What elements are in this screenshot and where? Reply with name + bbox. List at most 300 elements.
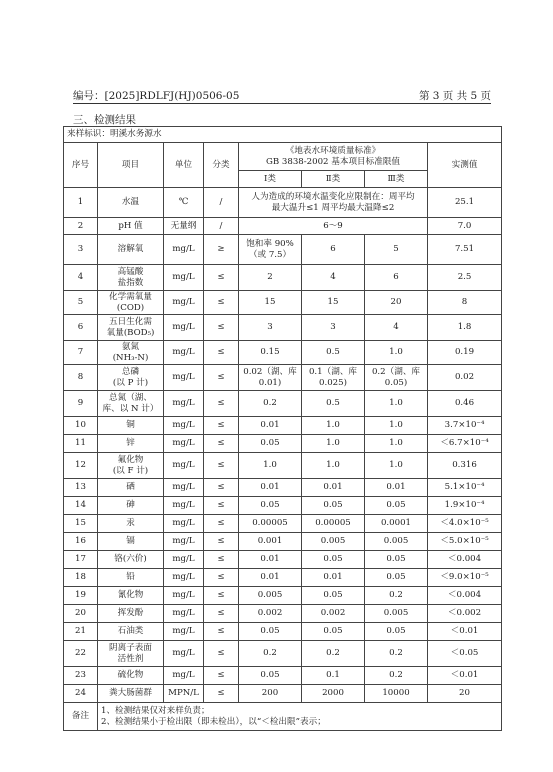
row-unit-text: mg/L	[172, 648, 195, 658]
row-limit-class3-text: 1.0	[389, 347, 403, 357]
row-item	[98, 623, 164, 641]
row-item-text: 粪大肠菌群	[109, 688, 152, 698]
row-limit-class1	[239, 569, 302, 587]
row-standard-limit-text: 最大温升≤1 周平均最大温降≤2	[271, 202, 395, 213]
row-seq-text: 24	[75, 688, 86, 698]
row-limit-class3-text: 0.0001	[380, 518, 412, 528]
row-limit-class2-text: 0.01	[323, 572, 343, 582]
row-item-text: 库、以 N 计）	[102, 403, 159, 414]
row-limit-class1	[239, 515, 302, 533]
row-result	[428, 315, 502, 341]
row-unit-text: mg/L	[172, 482, 195, 492]
row-item-text: 氰化物	[117, 590, 144, 600]
notes-content	[98, 703, 502, 731]
row-class	[204, 685, 239, 703]
row-seq	[64, 685, 98, 703]
row-limit-class1-text: 0.01	[260, 482, 280, 492]
col-result: 实测值	[428, 143, 502, 188]
col-class3: Ⅲ类	[365, 171, 428, 188]
row-result	[428, 641, 502, 667]
row-result	[428, 235, 502, 265]
row-result	[428, 587, 502, 605]
row-limit-class2-text: 1.0	[326, 420, 340, 430]
row-result-text: 0.02	[454, 372, 475, 382]
row-limit-class2	[302, 365, 365, 391]
row-class-text: ≤	[217, 272, 225, 282]
row-limit-class2-text: 0.1	[326, 670, 340, 680]
row-limit-class2-text: 4	[330, 272, 336, 282]
row-limit-class1	[239, 667, 302, 685]
row-limit-class3-text: 0.005	[383, 536, 409, 546]
row-unit-text: ℃	[178, 197, 189, 207]
row-limit-class1	[239, 479, 302, 497]
row-result-text: 7.51	[454, 244, 475, 254]
row-limit-class2	[302, 341, 365, 365]
row-limit-class2	[302, 623, 365, 641]
row-item	[98, 265, 164, 291]
row-limit-class3	[365, 315, 428, 341]
row-class	[204, 623, 239, 641]
row-seq-text: 4	[77, 272, 84, 282]
table-row	[64, 435, 502, 453]
table-row	[64, 605, 502, 623]
row-result	[428, 569, 502, 587]
row-seq	[64, 291, 98, 315]
row-seq-text: 23	[75, 670, 86, 680]
row-limit-class2	[302, 605, 365, 623]
row-class-text: ≤	[217, 670, 225, 680]
row-result-text: 5.1×10⁻⁴	[444, 482, 485, 492]
row-result-text: ＜0.004	[447, 554, 482, 564]
row-seq	[64, 235, 98, 265]
table-row	[64, 623, 502, 641]
row-limit-class1	[239, 641, 302, 667]
row-unit-text: mg/L	[172, 590, 195, 600]
table-row	[64, 417, 502, 435]
row-seq	[64, 667, 98, 685]
row-limit-class3	[365, 291, 428, 315]
row-result	[428, 497, 502, 515]
row-class	[204, 218, 239, 235]
row-limit-class3	[365, 265, 428, 291]
row-item-text: 镉	[126, 536, 135, 546]
row-seq	[64, 533, 98, 551]
row-item-text: 铅	[126, 572, 135, 582]
row-item	[98, 515, 164, 533]
row-seq	[64, 417, 98, 435]
notes-label: 备注	[64, 703, 98, 731]
row-item	[98, 315, 164, 341]
row-unit-text: mg/L	[172, 297, 195, 307]
row-limit-class2-text: 0.05	[323, 500, 343, 510]
row-seq	[64, 341, 98, 365]
row-seq-text: 11	[75, 438, 86, 448]
row-unit	[164, 569, 204, 587]
row-limit-class2-text: 15	[327, 297, 339, 307]
row-class	[204, 417, 239, 435]
row-item-text: 砷	[126, 500, 135, 510]
row-unit-text: 无量纲	[170, 220, 197, 231]
row-item-text: 总氮（湖、	[109, 392, 152, 403]
row-result-text: 20	[459, 688, 470, 698]
row-seq	[64, 391, 98, 417]
row-class-text: ≤	[217, 626, 225, 636]
row-limit-class3-text: 0.05	[386, 572, 406, 582]
row-class-text: ≤	[217, 438, 225, 448]
row-limit-class3	[365, 533, 428, 551]
row-class	[204, 188, 239, 218]
row-limit-class3	[365, 551, 428, 569]
row-class-text: ≤	[217, 554, 225, 564]
row-unit-text: mg/L	[172, 536, 195, 546]
row-result	[428, 551, 502, 569]
standard-title: 《地表水环境质量标准》	[285, 145, 381, 156]
table-row	[64, 188, 502, 218]
row-limit-class1-text: 2	[267, 272, 273, 282]
row-limit-class3	[365, 667, 428, 685]
row-item-text: 硫化物	[117, 670, 144, 680]
row-seq	[64, 479, 98, 497]
row-unit-text: mg/L	[172, 626, 195, 636]
header-row	[64, 143, 502, 171]
row-item	[98, 417, 164, 435]
row-limit-class1	[239, 235, 302, 265]
row-seq-text: 3	[77, 244, 84, 254]
row-result	[428, 291, 502, 315]
row-class	[204, 533, 239, 551]
row-result	[428, 265, 502, 291]
row-class	[204, 291, 239, 315]
row-class	[204, 453, 239, 479]
row-limit-class1-text: 0.01	[260, 420, 280, 430]
row-seq	[64, 188, 98, 218]
row-limit-class3	[365, 497, 428, 515]
row-seq-text: 5	[77, 297, 84, 307]
row-result	[428, 605, 502, 623]
row-limit-class2-text: 0.005	[320, 536, 346, 546]
table-row	[64, 218, 502, 235]
row-result-text: ＜0.05	[450, 648, 479, 658]
row-class-text: /	[219, 220, 223, 231]
row-limit-class2	[302, 641, 365, 667]
row-limit-class2	[302, 391, 365, 417]
row-limit-class1	[239, 315, 302, 341]
row-seq	[64, 365, 98, 391]
row-unit	[164, 417, 204, 435]
row-limit-class1-text: 0.002	[257, 608, 283, 618]
sample-row	[64, 127, 502, 143]
row-limit-class3	[365, 453, 428, 479]
row-class	[204, 365, 239, 391]
table-row	[64, 365, 502, 391]
row-limit-class1	[239, 533, 302, 551]
row-limit-class1	[239, 435, 302, 453]
results-table	[63, 126, 502, 731]
col-class1: Ⅰ类	[239, 171, 302, 188]
row-limit-class1	[239, 365, 302, 391]
row-result-text: 25.1	[454, 197, 475, 207]
row-seq-text: 21	[75, 626, 86, 636]
row-item-text: 五日生化需	[109, 316, 152, 327]
row-seq-text: 17	[75, 554, 86, 564]
row-unit-text: mg/L	[172, 500, 195, 510]
row-item	[98, 291, 164, 315]
row-limit-class3-text: 4	[393, 322, 399, 332]
row-seq	[64, 515, 98, 533]
row-class-text: ≤	[217, 500, 225, 510]
row-result	[428, 453, 502, 479]
row-item-text: 铜	[126, 420, 135, 430]
row-unit	[164, 453, 204, 479]
row-item-text: (以 F 计)	[112, 465, 149, 476]
row-limit-class1	[239, 453, 302, 479]
row-limit-class2-text: 3	[330, 322, 336, 332]
row-result	[428, 391, 502, 417]
row-unit-text: mg/L	[172, 554, 195, 564]
row-unit	[164, 479, 204, 497]
row-seq	[64, 265, 98, 291]
row-limit-class2	[302, 235, 365, 265]
row-unit-text: mg/L	[172, 420, 195, 430]
sample-label: 来样标识：明溪水务源水	[64, 127, 502, 143]
row-limit-class1-text: 0.01)	[258, 377, 282, 388]
row-unit	[164, 435, 204, 453]
row-item	[98, 533, 164, 551]
row-item-text: (以 P 计)	[112, 377, 149, 388]
row-result-text: ＜0.01	[450, 670, 479, 680]
table-row	[64, 551, 502, 569]
row-class-text: ≤	[217, 572, 225, 582]
row-limit-class3	[365, 479, 428, 497]
row-class	[204, 641, 239, 667]
row-limit-class2-text: 0.05	[323, 626, 343, 636]
row-limit-class3	[365, 417, 428, 435]
row-seq-text: 1	[77, 197, 84, 207]
row-limit-class2	[302, 515, 365, 533]
row-unit	[164, 365, 204, 391]
row-item-text: 氧量(BOD₅)	[106, 327, 155, 338]
row-item-text: 硒	[126, 482, 135, 492]
row-item-text: 活性剂	[117, 653, 144, 664]
row-limit-class2-text: 1.0	[326, 460, 340, 470]
row-seq-text: 16	[75, 536, 86, 546]
row-unit	[164, 623, 204, 641]
row-item-text: 氨氮	[121, 341, 140, 352]
row-limit-class1	[239, 605, 302, 623]
row-seq	[64, 435, 98, 453]
row-item-text: (COD)	[116, 302, 145, 313]
row-result	[428, 667, 502, 685]
row-class-text: ≤	[217, 420, 225, 430]
row-result-text: ＜9.0×10⁻⁵	[440, 572, 489, 582]
row-item-text: (NH₃-N)	[112, 352, 149, 363]
row-class	[204, 551, 239, 569]
row-limit-class3-text: 0.2	[389, 670, 403, 680]
table-row	[64, 515, 502, 533]
row-item-text: 溶解氧	[117, 244, 144, 254]
row-limit-class3-text: 20	[390, 297, 402, 307]
row-limit-class3	[365, 515, 428, 533]
row-unit	[164, 533, 204, 551]
row-limit-class3	[365, 605, 428, 623]
row-limit-class1-text: 0.02（湖、库	[243, 366, 297, 377]
row-result-text: 2.5	[457, 272, 472, 282]
row-result	[428, 685, 502, 703]
row-result-text: 1.8	[457, 322, 472, 332]
row-result-text: ＜6.7×10⁻⁴	[440, 438, 489, 448]
header-rule	[73, 103, 491, 104]
row-limit-class1-text: 0.00005	[252, 518, 288, 528]
note-line2: 2、检测结果小于检出限（即未检出），以“＜检出限”表示；	[101, 716, 326, 727]
row-result-text: 0.19	[454, 347, 475, 357]
col-item: 项目	[98, 143, 164, 188]
row-limit-class3-text: 0.05	[386, 626, 406, 636]
row-seq	[64, 641, 98, 667]
row-limit-class1-text: （或 7.5）	[248, 249, 292, 260]
row-unit	[164, 641, 204, 667]
row-unit-text: mg/L	[172, 438, 195, 448]
row-item	[98, 235, 164, 265]
row-limit-class1-text: 3	[267, 322, 273, 332]
row-unit-text: mg/L	[172, 347, 195, 357]
row-limit-class1-text: 饱和率 90%	[246, 238, 294, 249]
row-class	[204, 515, 239, 533]
row-unit	[164, 291, 204, 315]
row-seq-text: 20	[75, 608, 86, 618]
row-limit-class2-text: 0.025)	[319, 377, 347, 388]
row-result-text: 3.7×10⁻⁴	[444, 420, 485, 430]
row-result	[428, 479, 502, 497]
row-item-text: 挥发酚	[117, 608, 144, 618]
document-number: 编号：[2025]RDLFJ(HJ)0506-05	[73, 90, 240, 102]
row-limit-class3-text: 0.05)	[384, 377, 408, 388]
row-limit-class1-text: 0.2	[263, 398, 277, 408]
col-unit: 单位	[164, 143, 204, 188]
table-row	[64, 533, 502, 551]
row-result	[428, 218, 502, 235]
row-seq	[64, 551, 98, 569]
row-standard-limit	[239, 218, 428, 235]
row-item-text: pH 值	[118, 220, 143, 231]
row-result-text: 7.0	[457, 220, 472, 231]
row-item	[98, 569, 164, 587]
row-class-text: ≤	[217, 398, 225, 408]
row-unit	[164, 235, 204, 265]
row-result-text: ＜0.01	[450, 626, 479, 636]
table-row	[64, 265, 502, 291]
row-result-text: 8	[461, 297, 468, 307]
row-item	[98, 188, 164, 218]
row-unit	[164, 667, 204, 685]
row-limit-class3-text: 1.0	[389, 460, 403, 470]
row-unit	[164, 497, 204, 515]
row-limit-class1-text: 0.005	[257, 590, 283, 600]
row-limit-class1	[239, 587, 302, 605]
row-limit-class3	[365, 391, 428, 417]
row-limit-class1-text: 0.001	[257, 536, 283, 546]
row-class	[204, 479, 239, 497]
row-limit-class2	[302, 435, 365, 453]
col-standard	[239, 143, 428, 171]
row-limit-class3-text: 5	[393, 244, 399, 254]
row-unit-text: mg/L	[172, 272, 195, 282]
row-item-text: 盐指数	[117, 277, 144, 288]
row-seq-text: 2	[77, 220, 84, 231]
row-limit-class2-text: 1.0	[326, 438, 340, 448]
row-class	[204, 587, 239, 605]
row-unit-text: MPN/L	[168, 688, 199, 698]
table-row	[64, 641, 502, 667]
row-seq-text: 9	[77, 398, 84, 408]
row-item	[98, 605, 164, 623]
row-class-text: ≤	[217, 688, 225, 698]
page-number: 第 3 页 共 5 页	[418, 90, 491, 102]
row-class-text: ≤	[217, 608, 225, 618]
row-unit-text: mg/L	[172, 372, 195, 382]
row-class	[204, 341, 239, 365]
row-limit-class3-text: 10000	[382, 688, 410, 698]
row-unit	[164, 341, 204, 365]
row-item	[98, 667, 164, 685]
row-limit-class1-text: 0.15	[260, 347, 280, 357]
row-limit-class1-text: 15	[264, 297, 276, 307]
row-limit-class2	[302, 551, 365, 569]
row-unit	[164, 587, 204, 605]
row-result-text: 0.46	[454, 398, 475, 408]
row-item	[98, 497, 164, 515]
table-row	[64, 587, 502, 605]
row-item	[98, 479, 164, 497]
row-item	[98, 391, 164, 417]
row-class-text: ≤	[217, 536, 225, 546]
row-limit-class1-text: 0.05	[260, 438, 280, 448]
row-unit	[164, 188, 204, 218]
row-item-text: 高锰酸	[117, 266, 144, 277]
col-class: 分类	[204, 143, 239, 188]
row-result	[428, 533, 502, 551]
table-row	[64, 453, 502, 479]
row-class-text: ≤	[217, 322, 225, 332]
notes-row	[64, 703, 502, 731]
row-item	[98, 641, 164, 667]
row-limit-class2-text: 0.05	[323, 554, 343, 564]
row-item-text: 汞	[126, 518, 135, 528]
row-class	[204, 391, 239, 417]
row-limit-class2-text: 0.5	[326, 398, 340, 408]
row-item-text: 水温	[121, 197, 140, 207]
row-unit	[164, 315, 204, 341]
row-result	[428, 188, 502, 218]
table-row	[64, 667, 502, 685]
row-result	[428, 435, 502, 453]
row-limit-class3	[365, 641, 428, 667]
row-standard-limit-text: 6～9	[323, 220, 343, 231]
row-unit-text: mg/L	[172, 572, 195, 582]
row-limit-class3	[365, 235, 428, 265]
row-class	[204, 605, 239, 623]
row-class-text: ≥	[217, 244, 225, 254]
row-limit-class3-text: 6	[393, 272, 399, 282]
row-limit-class1-text: 200	[261, 688, 279, 698]
row-seq	[64, 218, 98, 235]
row-limit-class3-text: 0.2	[389, 590, 403, 600]
row-limit-class1-text: 0.05	[260, 670, 280, 680]
row-unit-text: mg/L	[172, 244, 195, 254]
row-unit	[164, 685, 204, 703]
row-limit-class1	[239, 341, 302, 365]
row-seq	[64, 453, 98, 479]
row-limit-class1	[239, 497, 302, 515]
